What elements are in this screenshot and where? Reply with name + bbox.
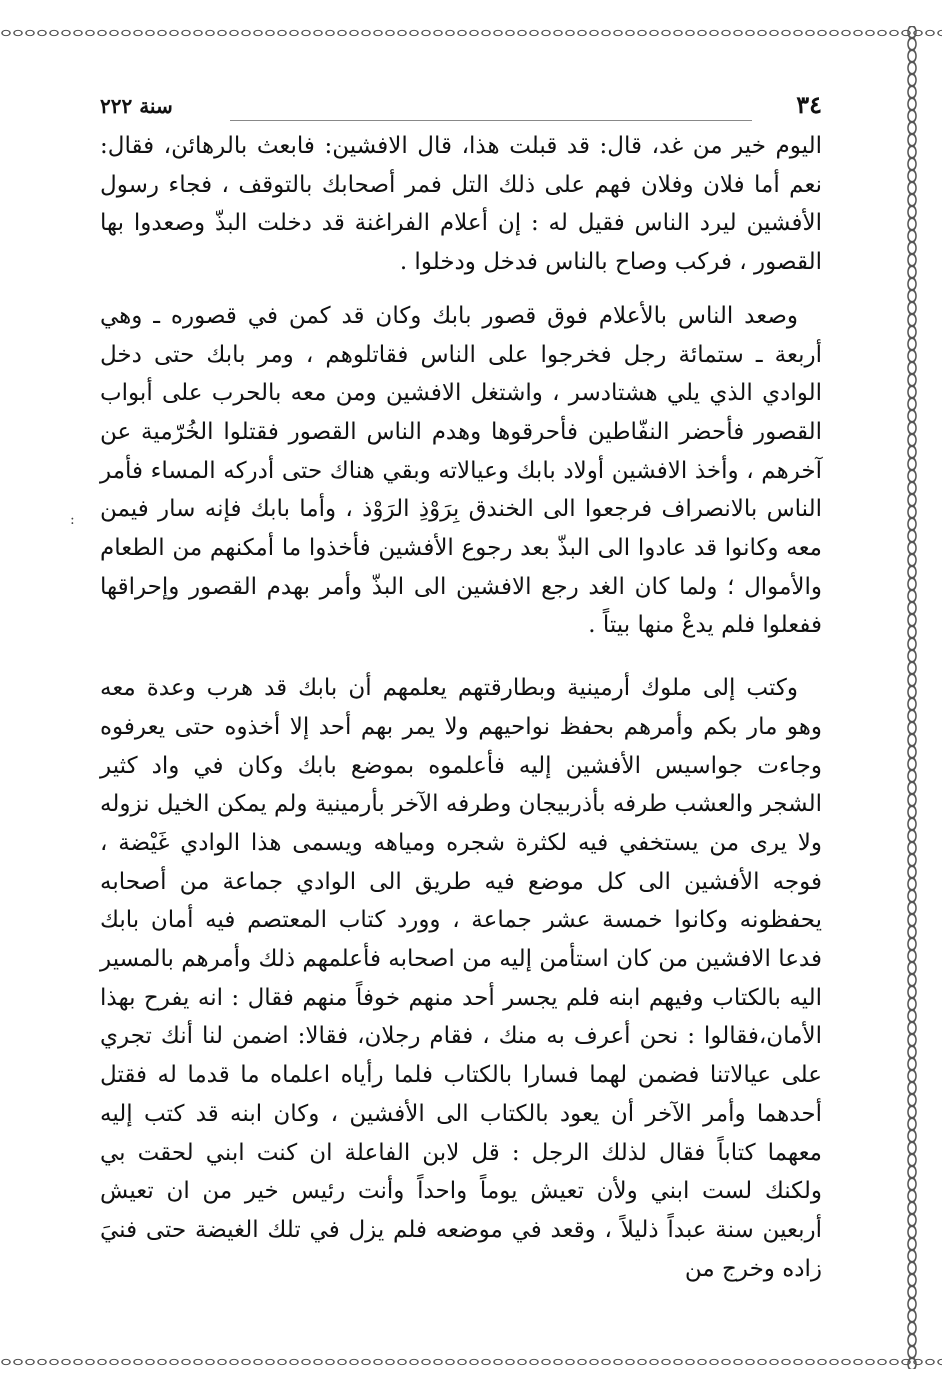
paragraph-gap — [100, 645, 822, 669]
paragraph-gap — [100, 282, 822, 297]
margin-mark: : — [70, 512, 75, 528]
decorative-border-top — [0, 26, 942, 40]
paragraph-2: وصعد الناس بالأعلام فوق قصور بابك وكان قد كمن في قصوره ـ وهي أربعة ـ ستمائة رجل فخرجوا على الناس فقاتلوهم ، ومر بابك حتى دخل الوادي الذي يلي هشتادسر ، واشتغل الافشين ومن معه بالحرب على أبواب القصور فأحضر النفّاطين فأحرقوها وهدم الناس القصور فقتلوا الخُرّمية عن آخرهم ، وأخذ الافشين أولاد بابك وعيالاته وبقي هناك حتى أدركه المساء فأمر الناس بالانصراف فرجعوا الى الخندق بِرَوْذِ الرَوْذ ، وأما بابك فإنه سار فيمن معه وكانوا قد عادوا الى البذّ بعد رجوع الأفشين فأخذوا ما أمكنهم من الطعام والأموال ؛ ولما كان الغد رجع الافشين الى البذّ وأمر بهدم القصور وإحراقها ففعلوا فلم يدعْ منها بيتاً . — [100, 302, 823, 639]
decorative-border-right — [905, 26, 919, 1369]
paragraph-1: اليوم خير من غد، قال: قد قبلت هذا، قال الافشين: فابعث بالرهائن، فقال: نعم أما فلان وفلان فهم على ذلك التل فمر أصحابك بالتوقف ، فجاء رسول الأفشين ليرد الناس فقيل له : إن أعلام الفراغنة قد دخلت البذّ وصعدوا بها القصور ، فركب وصاح بالناس فدخل ودخلوا . — [100, 133, 822, 276]
page-number: ٣٤ — [796, 90, 822, 119]
running-title: سنة ٢٢٢ — [100, 94, 173, 118]
book-page — [100, 90, 822, 1340]
header-rule — [230, 120, 752, 121]
page-header — [100, 90, 822, 132]
paragraph-3: وكتب إلى ملوك أرمينية وبطارقتهم يعلمهم أن بابك قد هرب وعدة معه وهو مار بكم وأمرهم بحفظ نواحيهم ولا يمر بهم أحد إلا أخذوه حتى يعرفوه وجاءت جواسيس الأفشين إليه فأعلموه بموضع بابك وكان في واد كثير الشجر والعشب طرفه بأذربيجان وطرفه الآخر بأرمينية ولم يمكن الخيل نزوله ولا يرى من يستخفي فيه لكثرة شجره ومياهه ويسمى هذا الوادي غَيْضة ، فوجه الأفشين الى كل موضع فيه طريق الى الوادي جماعة من أصحابه يحفظونه وكانوا خمسة عشر جماعة ، وورد كتاب المعتصم فيه أمان بابك فدعا الافشين من كان استأمن إليه من اصحابه فأعلمهم ذلك وأمرهم بالمسير اليه بالكتاب وفيهم ابنه فلم يجسر أحد منهم خوفاً منهم فقال : انه يفرح بهذا الأمان،فقالوا : نحن أعرف به منك ، فقام رجلان، فقالا: اضمن لنا أنك تجري على عيالاتنا فضمن لهما فسارا بالكتاب فلما رأياه اعلماه ما قدما له فقتل أحدهما وأمر الآخر أن يعود بالكتاب الى الأفشين ، وكان ابنه قد كتب إليه معهما كتاباً فقال لذلك الرجل : قل لابن الفاعلة ان كنت ابني لحقت بي ولكنك لست ابني ولأن تعيش يوماً واحداً وأنت رئيس خير من ان تعيش أربعين سنة عبداً ذليلاً ، وقعد في موضعه فلم يزل في تلك الغيضة حتى فنيَ زاده وخرج من — [100, 675, 822, 1282]
decorative-border-bottom — [0, 1355, 942, 1369]
